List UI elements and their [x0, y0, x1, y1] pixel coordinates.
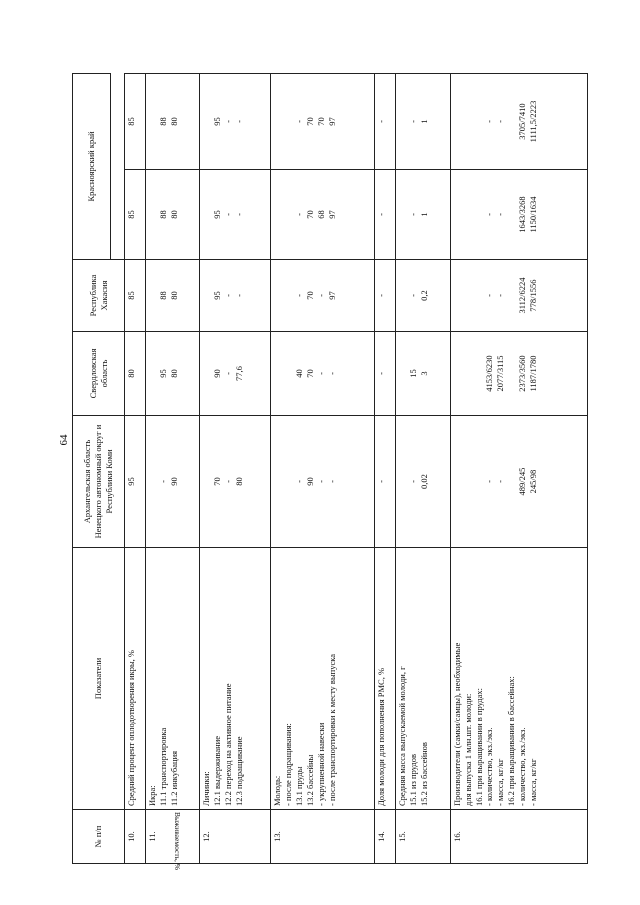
cell-sverd — [375, 332, 396, 416]
header-krasnoyarsk: Красноярский край — [73, 74, 111, 260]
cell-line: 15.2 из бассейнов — [419, 742, 430, 806]
cell-line: 16.1 при выращивании в прудах: — [473, 687, 484, 806]
cell-line: 90 — [304, 477, 315, 486]
cell-line: 97 — [326, 291, 337, 300]
cell-line: 70 — [304, 210, 315, 219]
cell-line: 85 — [126, 291, 136, 300]
cell-line: 80 — [126, 369, 136, 378]
cell-arkh — [375, 416, 396, 548]
cell-line: 90 — [212, 369, 223, 378]
cell-indicator — [375, 548, 396, 810]
cell-arkh — [396, 416, 450, 548]
cell-line: - — [223, 372, 234, 375]
cell-indicator — [200, 548, 271, 810]
cell-line: Производители (самки/самцы), необходимые — [451, 642, 462, 806]
cell-line: - количество, экз./экз. — [517, 727, 528, 806]
cell-line — [452, 263, 463, 328]
cell-line — [283, 77, 294, 166]
cell-line: 15.1 из прудов — [408, 753, 419, 806]
cell-line: - — [234, 213, 245, 216]
cell-line: Молодь: — [272, 775, 283, 806]
cell-line — [147, 173, 158, 256]
table-row — [450, 74, 587, 864]
cell-line: 80 — [168, 369, 179, 378]
cell-line: - — [223, 480, 234, 483]
cell-line — [397, 335, 408, 412]
cell-line: 70 — [212, 477, 223, 486]
cell-line: 70 — [315, 117, 326, 126]
cell-kras2 — [125, 74, 146, 170]
cell-line: 97 — [326, 210, 337, 219]
cell-line: - количество, экз./экз. — [484, 727, 495, 806]
cell-line: Личинки: — [201, 771, 212, 806]
cell-sverd — [125, 332, 146, 416]
cell-line: - — [408, 213, 419, 216]
cell-line: - — [484, 294, 495, 297]
header-sverdlovsk: Свердловская область — [73, 332, 125, 416]
cell-line: 13.2 бассейны — [304, 754, 315, 806]
cell-line: 1 — [419, 119, 430, 124]
cell-line: 95 — [212, 291, 223, 300]
cell-line — [463, 77, 474, 166]
cell-line — [506, 263, 517, 328]
cell-sverd — [271, 332, 375, 416]
cell-line: - — [294, 120, 305, 123]
cell-arkh — [200, 416, 271, 548]
cell-line: - после транспортировки к месту выпуска — [326, 654, 337, 806]
cell-line — [474, 77, 485, 166]
cell-kras2 — [375, 74, 396, 170]
cell-line: - — [484, 480, 495, 483]
cell-line — [201, 263, 212, 328]
cell-line: 40 — [294, 369, 305, 378]
cell-line: - — [294, 294, 305, 297]
cell-line — [474, 335, 485, 412]
cell-line: - — [376, 480, 387, 483]
cell-line: - — [484, 120, 495, 123]
cell-line — [452, 77, 463, 166]
cell-line: 85 — [126, 210, 136, 219]
cell-line: - — [158, 480, 169, 483]
cell-line: 70 — [304, 117, 315, 126]
cell-kras2 — [450, 74, 587, 170]
cell-line: 2077/3115 — [495, 355, 506, 392]
cell-line: - — [495, 480, 506, 483]
cell-line: - — [495, 120, 506, 123]
cell-line — [272, 173, 283, 256]
cell-line — [474, 263, 485, 328]
cell-line: - после подращивания: — [283, 723, 294, 806]
cell-line — [463, 173, 474, 256]
cell-line — [147, 77, 158, 166]
cell-line: 1187/1780 — [527, 355, 538, 392]
table-row — [200, 74, 271, 864]
cell-line — [452, 335, 463, 412]
cell-line: - — [315, 480, 326, 483]
cell-kras1 — [396, 170, 450, 260]
cell-kras1 — [271, 170, 375, 260]
cell-line — [201, 335, 212, 412]
cell-sverd — [200, 332, 271, 416]
cell-line: Доля молоди для пополнения РМС, % — [376, 667, 387, 806]
cell-line: Средний процент оплодотворения икры, % — [126, 650, 136, 806]
cell-line: 85 — [126, 117, 136, 126]
cell-khak — [200, 260, 271, 332]
cell-indicator — [450, 548, 587, 810]
cell-line: - — [234, 294, 245, 297]
cell-kras1 — [200, 170, 271, 260]
cell-line: - — [376, 294, 387, 297]
cell-arkh — [125, 416, 146, 548]
cell-line — [272, 263, 283, 328]
cell-line: 88 — [158, 210, 169, 219]
cell-line — [506, 419, 517, 544]
cell-line: 80 — [168, 210, 179, 219]
cell-line — [463, 419, 474, 544]
cell-line: - — [234, 120, 245, 123]
cell-indicator — [146, 548, 200, 810]
cell-sverd — [396, 332, 450, 416]
cell-line: - масса, кг/кг — [495, 758, 506, 806]
cell-line: - — [294, 480, 305, 483]
cell-line: - — [315, 372, 326, 375]
cell-line — [201, 77, 212, 166]
cell-kras1 — [375, 170, 396, 260]
cell-indicator — [396, 548, 450, 810]
table-row — [125, 74, 146, 864]
cell-line: 68 — [315, 210, 326, 219]
cell-line: 70 — [304, 369, 315, 378]
side-label: Выживаемость, % — [173, 812, 182, 871]
cell-line: 1643/3268 — [517, 196, 528, 233]
cell-line: - — [315, 294, 326, 297]
cell-line: 3705/7410 — [517, 103, 528, 140]
cell-line: - — [294, 213, 305, 216]
cell-indicator — [271, 548, 375, 810]
cell-line: - — [223, 120, 234, 123]
cell-line: Икра: — [147, 785, 158, 806]
cell-arkh — [271, 416, 375, 548]
header-indicator: Показатели — [73, 548, 125, 810]
cell-line — [397, 419, 408, 544]
cell-no: 12. — [200, 810, 271, 864]
cell-line: 11.2 инкубация — [168, 750, 179, 806]
cell-khak — [271, 260, 375, 332]
cell-sverd — [450, 332, 587, 416]
cell-line — [397, 173, 408, 256]
cell-line: 2373/3560 — [517, 355, 528, 392]
cell-no: 14. — [375, 810, 396, 864]
cell-line: 3112/6224 — [517, 277, 528, 314]
cell-line: 12.1 выдерживание — [212, 735, 223, 806]
cell-kras1 — [450, 170, 587, 260]
cell-line — [463, 263, 474, 328]
cell-line: 95 — [126, 477, 136, 486]
cell-arkh — [450, 416, 587, 548]
cell-line — [147, 419, 158, 544]
cell-line: - — [326, 480, 337, 483]
cell-kras2 — [396, 74, 450, 170]
cell-kras2 — [271, 74, 375, 170]
header-arkhangelsk: Архангельская область Ненецкого автономный округ и Республики Коми — [73, 416, 125, 548]
cell-line: 77,6 — [234, 366, 245, 381]
cell-line — [201, 173, 212, 256]
cell-line: 90 — [168, 477, 179, 486]
cell-kras2 — [200, 74, 271, 170]
cell-sverd — [146, 332, 200, 416]
table-row — [396, 74, 450, 864]
cell-line: 12.3 подращивание — [234, 736, 245, 806]
cell-line — [397, 263, 408, 328]
cell-line — [283, 335, 294, 412]
cell-line: 245/98 — [527, 469, 538, 494]
cell-line — [397, 77, 408, 166]
cell-no: 11. — [146, 810, 200, 864]
header-row — [73, 74, 111, 864]
cell-indicator — [125, 548, 146, 810]
cell-line — [272, 77, 283, 166]
table-body — [125, 74, 588, 864]
cell-line: 13.1 пруды — [294, 766, 305, 806]
cell-line — [283, 419, 294, 544]
cell-line: - масса, кг/кг — [527, 758, 538, 806]
cell-line: 80 — [168, 117, 179, 126]
header-khakassia: Республика Хакасия — [73, 260, 125, 332]
cell-line: 95 — [212, 210, 223, 219]
cell-line: - — [495, 294, 506, 297]
cell-line: 97 — [326, 117, 337, 126]
cell-line: - — [223, 213, 234, 216]
data-table — [72, 73, 588, 864]
cell-line: 80 — [168, 291, 179, 300]
cell-line — [474, 173, 485, 256]
cell-line: 70 — [304, 291, 315, 300]
cell-no: 15. — [396, 810, 450, 864]
header-no: № п/п — [73, 810, 125, 864]
cell-line: - — [408, 294, 419, 297]
cell-line: 4153/6230 — [484, 355, 495, 392]
cell-khak — [125, 260, 146, 332]
cell-line: - — [408, 480, 419, 483]
cell-line: 88 — [158, 117, 169, 126]
cell-line: 95 — [158, 369, 169, 378]
cell-line: 0,02 — [419, 474, 430, 489]
cell-line: - — [376, 372, 387, 375]
cell-line: Средняя масса выпускаемой молоди, г — [397, 666, 408, 806]
cell-line: - — [223, 294, 234, 297]
cell-line: - — [484, 213, 495, 216]
cell-line: - — [376, 120, 387, 123]
cell-line: - — [495, 213, 506, 216]
cell-no: 16. — [450, 810, 587, 864]
cell-kras1 — [146, 170, 200, 260]
cell-line — [147, 263, 158, 328]
cell-line: - — [326, 372, 337, 375]
table-row — [271, 74, 375, 864]
cell-line — [506, 77, 517, 166]
cell-line: 1150/1634 — [527, 196, 538, 233]
cell-kras2 — [146, 74, 200, 170]
page-number: 64 — [58, 434, 70, 446]
cell-line: 0,2 — [419, 290, 430, 301]
cell-arkh — [146, 416, 200, 548]
cell-line: 778/1556 — [527, 279, 538, 312]
cell-line — [463, 335, 474, 412]
cell-line: - укрупненной навески — [315, 722, 326, 806]
cell-line — [272, 419, 283, 544]
cell-line — [283, 263, 294, 328]
cell-line — [474, 419, 485, 544]
cell-no: 10. — [125, 810, 146, 864]
cell-line: 489/245 — [517, 467, 528, 496]
cell-line — [201, 419, 212, 544]
cell-line — [452, 419, 463, 544]
cell-line — [506, 335, 517, 412]
cell-line: 15 — [408, 369, 419, 378]
cell-line: 95 — [212, 117, 223, 126]
cell-line: для выпуска 1 млн.шт. молоди: — [462, 693, 473, 806]
cell-khak — [396, 260, 450, 332]
cell-kras1 — [125, 170, 146, 260]
cell-khak — [146, 260, 200, 332]
cell-line: 88 — [158, 291, 169, 300]
cell-no: 13. — [271, 810, 375, 864]
cell-line: 80 — [234, 477, 245, 486]
table-row — [146, 74, 200, 864]
cell-line: 3 — [419, 371, 430, 376]
cell-line — [452, 173, 463, 256]
cell-khak — [375, 260, 396, 332]
cell-line: 16.2 при выращивании в бассейнах: — [506, 676, 517, 806]
cell-line — [272, 335, 283, 412]
rotated-table-wrapper — [72, 74, 588, 864]
cell-line — [147, 335, 158, 412]
cell-line: 12.2 переход на активное питание — [223, 683, 234, 806]
cell-line — [506, 173, 517, 256]
cell-line — [283, 173, 294, 256]
cell-line: - — [408, 120, 419, 123]
table-row — [375, 74, 396, 864]
cell-line: 11.1 транспортировка — [158, 727, 169, 806]
cell-line: 1 — [419, 212, 430, 217]
cell-line: 1111,5/2223 — [527, 100, 538, 143]
cell-khak — [450, 260, 587, 332]
cell-line: - — [376, 213, 387, 216]
